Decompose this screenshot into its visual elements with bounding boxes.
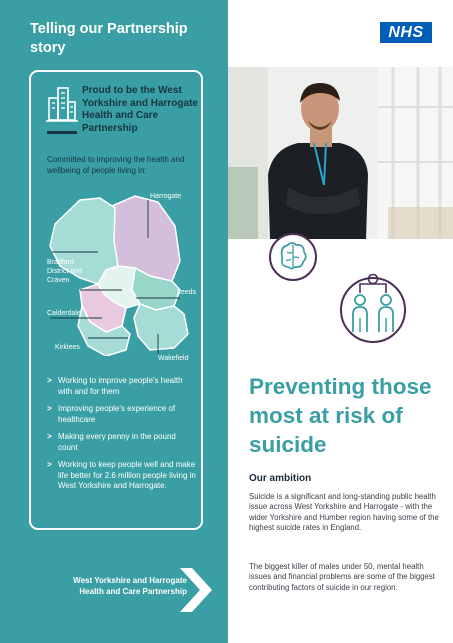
hero-photo: [228, 67, 453, 239]
chevron-right-icon: >: [47, 376, 52, 385]
map-label-kirklees: Kirklees: [55, 344, 80, 351]
list-item: > Improving people's experience of healthcare: [47, 404, 176, 424]
benefits-list: [47, 376, 197, 499]
brain-icon: [268, 232, 318, 282]
partnership-chevron-logo: [180, 568, 214, 612]
map-label-wakefield: Wakefield: [158, 355, 189, 362]
nhs-logo: NHS: [380, 22, 432, 43]
city-buildings-icon: [46, 84, 78, 124]
list-item: > Working to improve people's health with and for them: [47, 376, 183, 396]
intro-text: Committed to improving the health and wellbeing of people living in:: [47, 155, 185, 175]
chevron-right-icon: >: [47, 404, 52, 413]
card-heading: Proud to be the West Yorkshire and Harrogate Health and Care Partnership: [82, 85, 198, 134]
page-title: Preventing those most at risk of suicide: [249, 374, 432, 457]
ambition-paragraph-2: The biggest killer of males under 50, mental health issues and financial problems are some of the biggest contributing factors of suicide in our region.: [249, 562, 435, 592]
partnership-footer: West Yorkshire and Harrogate Health and Care Partnership: [73, 576, 187, 596]
chevron-right-icon: >: [47, 460, 52, 469]
map-region-wakefield: [134, 304, 188, 350]
chevron-right-icon: >: [47, 432, 52, 441]
heading-underline: [47, 131, 77, 134]
people-icon: [326, 270, 420, 344]
ambition-heading: Our ambition: [249, 473, 312, 484]
story-title: Telling our Partnership story: [30, 21, 188, 56]
map-label-bradford: Bradford District and Craven: [47, 259, 83, 284]
ambition-paragraph-1: Suicide is a significant and long-standing public health issue across West Yorkshire and Harrogate - with the wider Yorkshire and Humber region having some of the highest suicide rates in England.: [249, 492, 439, 533]
map-label-calderdale: Calderdale: [47, 310, 81, 317]
list-item: > Working to keep people well and make life better for 2.6 million people living in West Yorkshire and Harrogate.: [47, 460, 196, 490]
map-label-leeds: Leeds: [177, 289, 197, 296]
map-label-harrogate: Harrogate: [150, 193, 182, 200]
list-item: > Making every penny in the pound count: [47, 432, 176, 452]
